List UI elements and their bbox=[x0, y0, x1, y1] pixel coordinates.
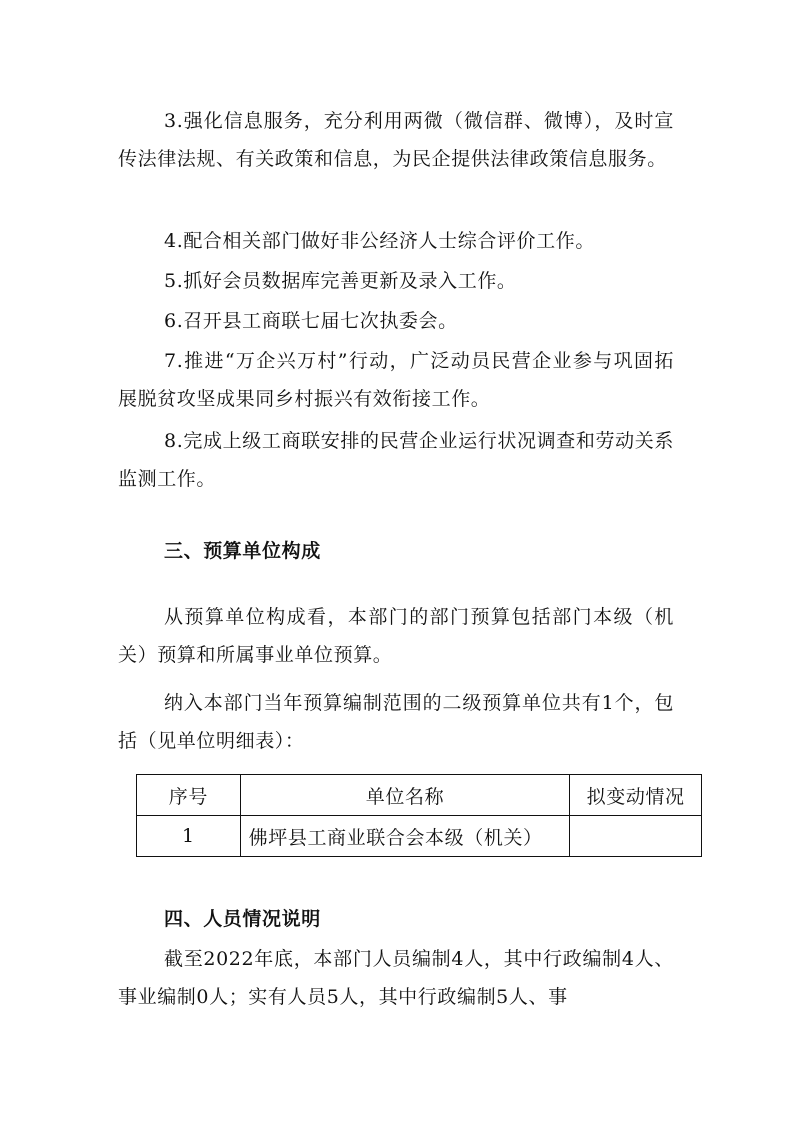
table-row bbox=[137, 816, 702, 857]
list-item-3: 3.强化信息服务，充分利用两微（微信群、微博），及时宣传法律法规、有关政策和信息，为民企提供法律政策信息服务。 bbox=[118, 110, 674, 170]
list-item-5: 5.抓好会员数据库完善更新及录入工作。 bbox=[164, 270, 517, 292]
list-item-8: 8.完成上级工商联安排的民营企业运行状况调查和劳动关系监测工作。 bbox=[118, 430, 674, 490]
personnel-paragraph: 截至2022年底，本部门人员编制4人，其中行政编制4人、事业编制0人；实有人员5人，其中行政编制5人、事 bbox=[118, 948, 674, 1008]
section-heading-personnel: 四、人员情况说明 bbox=[164, 908, 321, 930]
budget-units-paragraph: 从预算单位构成看，本部门的部门预算包括部门本级（机关）预算和所属事业单位预算。 bbox=[118, 606, 674, 666]
section-heading-budget-units: 三、预算单位构成 bbox=[164, 540, 321, 562]
cell-unit-name: 佛坪县工商业联合会本级（机关） bbox=[240, 816, 570, 857]
secondary-units-paragraph: 纳入本部门当年预算编制范围的二级预算单位共有1个，包括（见单位明细表）： bbox=[118, 692, 674, 752]
list-item-6: 6.召开县工商联七届七次执委会。 bbox=[164, 310, 458, 332]
cell-planned-change bbox=[570, 816, 702, 857]
header-unit-name: 单位名称 bbox=[240, 775, 570, 816]
list-item-7: 7.推进“万企兴万村”行动，广泛动员民营企业参与巩固拓展脱贫攻坚成果同乡村振兴有效衔接工作。 bbox=[118, 350, 674, 410]
header-seq: 序号 bbox=[137, 775, 241, 816]
cell-seq: 1 bbox=[137, 816, 241, 857]
unit-detail-table bbox=[136, 774, 702, 857]
table-header-row bbox=[137, 775, 702, 816]
list-item-4: 4.配合相关部门做好非公经济人士综合评价工作。 bbox=[164, 230, 595, 252]
header-planned-change: 拟变动情况 bbox=[570, 775, 702, 816]
